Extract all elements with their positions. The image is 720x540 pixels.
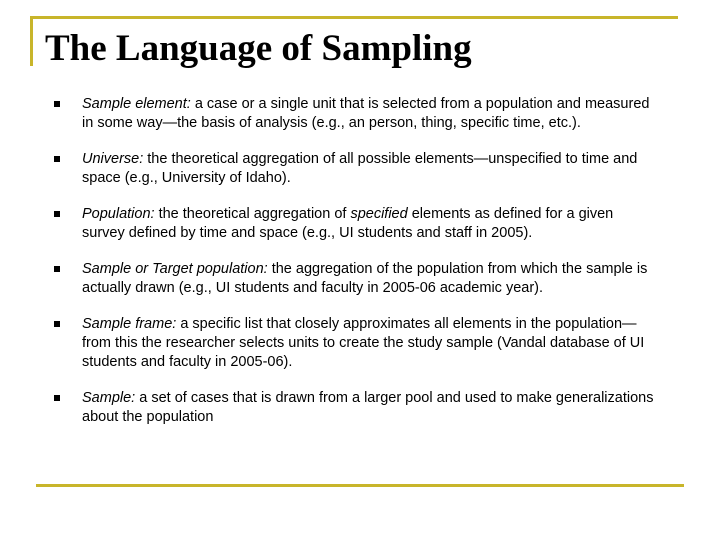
definition-universe: the theoretical aggregation of all possible elements—unspecified to time and space (e.g., University of Idaho). (82, 151, 638, 186)
frame-top-line (30, 16, 678, 19)
bullet-square-icon (54, 156, 60, 162)
term-sample-element: Sample element: (82, 96, 191, 112)
term-sample-frame: Sample frame: (82, 316, 177, 332)
term-target-population: Sample or Target population: (82, 261, 268, 277)
frame-left-line (30, 16, 33, 66)
term-sample: Sample: (82, 390, 136, 406)
definition-sample: a set of cases that is drawn from a larger pool and used to make generalizations about the population (82, 390, 654, 425)
bullet-sample-element (54, 95, 654, 133)
bullet-sample (54, 389, 654, 427)
term-universe: Universe: (82, 151, 144, 167)
definition-target-population: the aggregation of the population from which the sample is actually drawn (e.g., UI students and faculty in 2005-06 academic year). (82, 261, 648, 296)
bullet-list (54, 95, 654, 427)
definition-sample-element: a case or a single unit that is selected from a population and measured in some way—the basis of analysis (e.g., an person, thing, specific time, etc.). (82, 96, 650, 131)
bullet-square-icon (54, 266, 60, 272)
term-population: Population: (82, 206, 155, 222)
definition-sample-frame: a specific list that closely approximates all elements in the population—from this the researcher selects units to create the study sample (Vandal database of UI students and faculty in 2005-06). (82, 316, 645, 370)
bullet-square-icon (54, 211, 60, 217)
bullet-sample-frame (54, 315, 654, 372)
bullet-square-icon (54, 101, 60, 107)
definition-population-part1: the theoretical aggregation of (154, 206, 351, 222)
bullet-universe (54, 150, 654, 188)
bullet-square-icon (54, 395, 60, 401)
definition-population-emphasis: specified (350, 206, 408, 222)
definition-population-part2: elements as defined for a given survey defined by time and space (e.g., UI students and staff in 2005). (82, 206, 614, 241)
slide-title: The Language of Sampling (45, 28, 472, 69)
bullet-square-icon (54, 321, 60, 327)
bullet-population (54, 205, 654, 243)
frame-bottom-line (36, 484, 684, 487)
bullet-target-population (54, 260, 654, 298)
